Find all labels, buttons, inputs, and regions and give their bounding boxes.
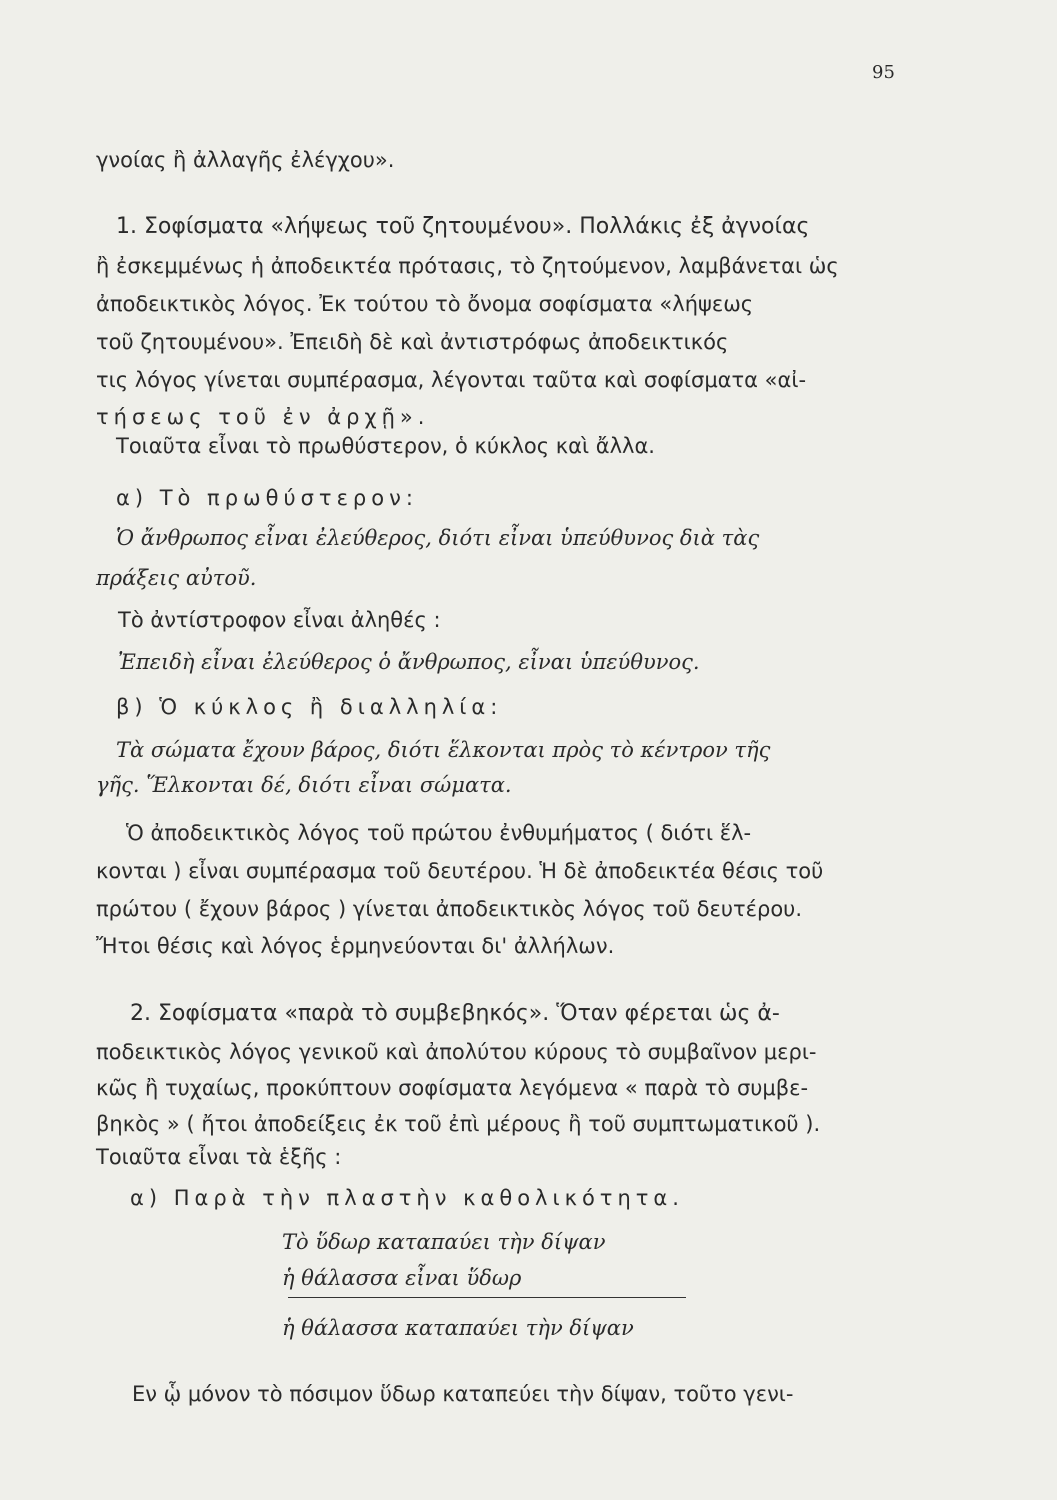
- text-line: κῶς ἢ τυχαίως, προκύπτουν σοφίσματα λεγόμενα « παρὰ τὸ συμβε-: [96, 1076, 809, 1100]
- syllogism-premise: ἡ θάλασσα εἶναι ὕδωρ: [282, 1266, 522, 1290]
- example-line: πράξεις αὐτοῦ.: [96, 566, 257, 590]
- example-line: Ὁ ἄνθρωπος εἶναι ἐλεύθερος, διότι εἶναι ὑπεύθυνος διὰ τὰς: [116, 526, 760, 550]
- text-line: Τοιαῦτα εἶναι τὸ πρωθύστερον, ὁ κύκλος καὶ ἄλλα.: [116, 434, 655, 458]
- text-line: ἀποδεικτικὸς λόγος. Ἐκ τούτου τὸ ὄνομα σοφίσματα «λήψεως: [96, 292, 754, 316]
- syllogism-premise: Τὸ ὕδωρ καταπαύει τὴν δίψαν: [282, 1230, 606, 1254]
- syllogism-conclusion: ἡ θάλασσα καταπαύει τὴν δίψαν: [282, 1316, 634, 1340]
- example-line: Ἐπειδὴ εἶναι ἐλεύθερος ὁ ἄνθρωπος, εἶναι ὑπεύθυνος.: [118, 650, 700, 674]
- section-heading: 2. Σοφίσματα «παρὰ τὸ συμβεβηκός». Ὅταν φέρεται ὡς ἀ-: [130, 1001, 780, 1026]
- text-line: ποδεικτικὸς λόγος γενικοῦ καὶ ἀπολύτου κύρους τὸ συμβαῖνον μερι-: [96, 1040, 817, 1064]
- subheading: β) Ὁ κύκλος ἢ διαλληλία:: [116, 695, 503, 719]
- text-line: ἢ ἐσκεμμένως ἡ ἀποδεικτέα πρότασις, τὸ ζητούμενον, λαμβάνεται ὡς: [96, 254, 839, 278]
- text-line: κονται ) εἶναι συμπέρασμα τοῦ δευτέρου. Ἡ δὲ ἀποδεικτέα θέσις τοῦ: [96, 859, 824, 883]
- text-line: Ἤτοι θέσις καὶ λόγος ἑρμηνεύονται δι' ἀλλήλων.: [96, 934, 615, 958]
- subheading: α) Παρὰ τὴν πλαστὴν καθολικότητα.: [130, 1186, 684, 1210]
- example-line: Τὰ σώματα ἔχουν βάρος, διότι ἕλκονται πρὸς τὸ κέντρον τῆς: [116, 738, 771, 762]
- section-heading: 1. Σοφίσματα «λήψεως τοῦ ζητουμένου». Πολλάκις ἐξ ἀγνοίας: [116, 214, 810, 239]
- text-line: Τὸ ἀντίστροφον εἶναι ἀληθές :: [118, 608, 441, 632]
- example-line: γῆς. Ἕλκονται δέ, διότι εἶναι σώματα.: [96, 773, 512, 797]
- text-line: Ὁ ἀποδεικτικὸς λόγος τοῦ πρώτου ἐνθυμήματος ( διότι ἕλ-: [126, 821, 752, 845]
- text-line: πρώτου ( ἔχουν βάρος ) γίνεται ἀποδεικτικὸς λόγος τοῦ δευτέρου.: [96, 897, 803, 921]
- text-line: γνοίας ἢ ἀλλαγῆς ἐλέγχου».: [96, 148, 395, 172]
- subheading: α) Τὸ πρωθύστερον:: [116, 486, 418, 510]
- text-line: Εν ᾧ μόνον τὸ πόσιμον ὕδωρ καταπεύει τὴν δίψαν, τοῦτο γενι-: [132, 1382, 794, 1406]
- text-line: Τοιαῦτα εἶναι τὰ ἑξῆς :: [96, 1145, 342, 1169]
- syllogism-rule: [288, 1297, 686, 1298]
- text-line: βηκὸς » ( ἤτοι ἀποδείξεις ἐκ τοῦ ἐπὶ μέρους ἢ τοῦ συμπτωματικοῦ ).: [96, 1112, 821, 1136]
- text-line: τις λόγος γίνεται συμπέρασμα, λέγονται ταῦτα καὶ σοφίσματα «αἰ-: [96, 368, 807, 392]
- text-line: τοῦ ζητουμένου». Ἐπειδὴ δὲ καὶ ἀντιστρόφως ἀποδεικτικός: [96, 330, 729, 354]
- text-line: τήσεως τοῦ ἐν ἀρχῇ».: [96, 405, 430, 429]
- page-number: 95: [872, 62, 895, 83]
